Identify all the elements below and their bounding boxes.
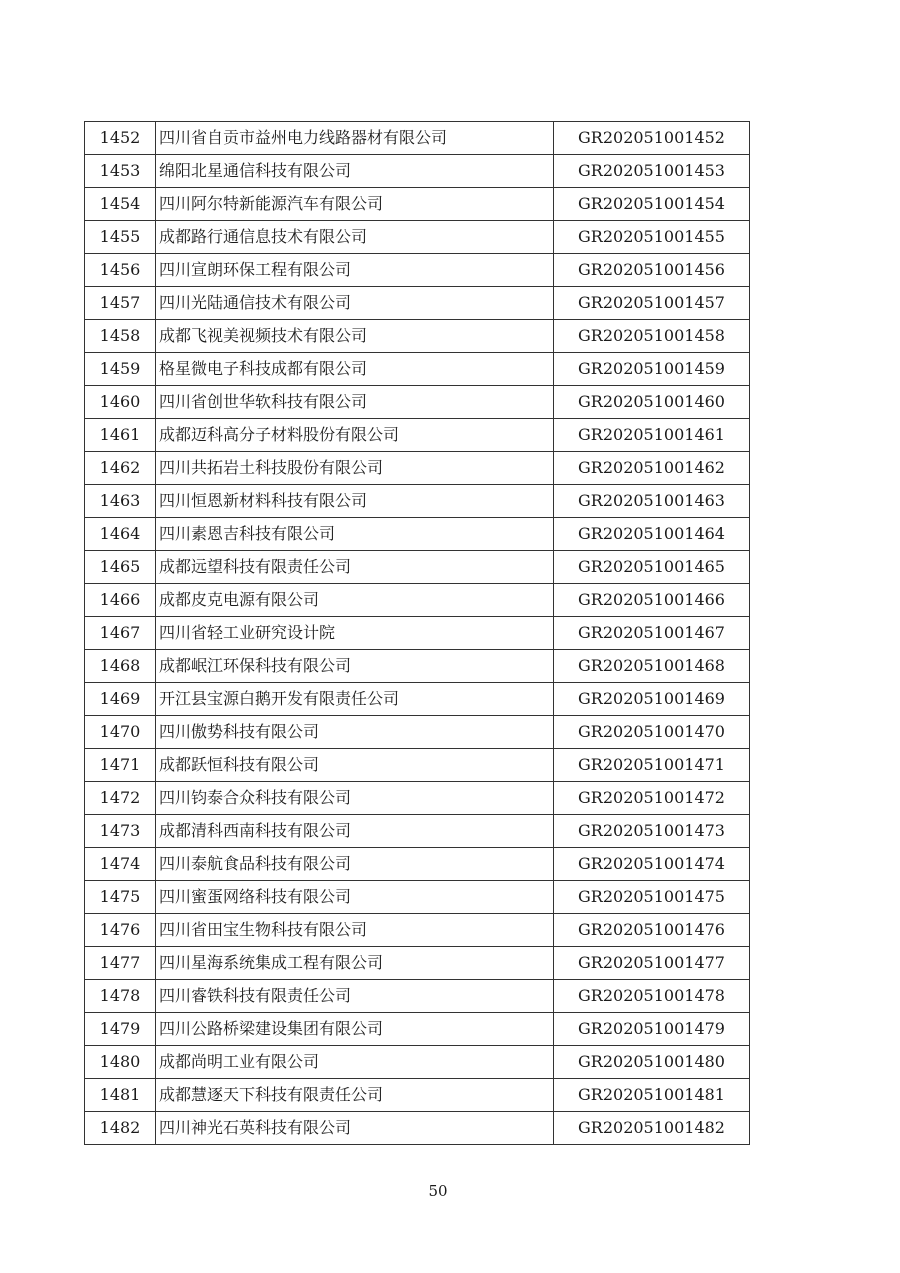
table-row: [85, 881, 750, 914]
company-name-cell: 成都飞视美视频技术有限公司: [156, 320, 554, 353]
row-number-cell: 1465: [85, 551, 156, 584]
table-row: [85, 287, 750, 320]
row-number-cell: 1462: [85, 452, 156, 485]
table-row: [85, 1013, 750, 1046]
row-number-cell: 1476: [85, 914, 156, 947]
row-number-cell: 1452: [85, 122, 156, 155]
row-number-cell: 1463: [85, 485, 156, 518]
company-name-cell: 成都清科西南科技有限公司: [156, 815, 554, 848]
table-row: [85, 980, 750, 1013]
company-name-cell: 四川光陆通信技术有限公司: [156, 287, 554, 320]
company-name-cell: 成都尚明工业有限公司: [156, 1046, 554, 1079]
row-number-cell: 1469: [85, 683, 156, 716]
table-row: [85, 485, 750, 518]
table-row: [85, 716, 750, 749]
table-row: [85, 1112, 750, 1145]
table-row: [85, 155, 750, 188]
company-name-cell: 四川省自贡市益州电力线路器材有限公司: [156, 122, 554, 155]
company-name-cell: 四川钧泰合众科技有限公司: [156, 782, 554, 815]
company-name-cell: 成都皮克电源有限公司: [156, 584, 554, 617]
company-name-cell: 四川宣朗环保工程有限公司: [156, 254, 554, 287]
row-number-cell: 1472: [85, 782, 156, 815]
table-row: [85, 518, 750, 551]
table-row: [85, 749, 750, 782]
certificate-code-cell: GR202051001476: [554, 914, 750, 947]
certificate-code-cell: GR202051001478: [554, 980, 750, 1013]
certificate-code-cell: GR202051001475: [554, 881, 750, 914]
table-row: [85, 188, 750, 221]
row-number-cell: 1480: [85, 1046, 156, 1079]
row-number-cell: 1477: [85, 947, 156, 980]
row-number-cell: 1481: [85, 1079, 156, 1112]
company-name-cell: 成都迈科高分子材料股份有限公司: [156, 419, 554, 452]
table-row: [85, 782, 750, 815]
row-number-cell: 1459: [85, 353, 156, 386]
company-name-cell: 四川省轻工业研究设计院: [156, 617, 554, 650]
table-row: [85, 551, 750, 584]
table-row: [85, 1079, 750, 1112]
certificate-code-cell: GR202051001457: [554, 287, 750, 320]
row-number-cell: 1468: [85, 650, 156, 683]
certificate-code-cell: GR202051001480: [554, 1046, 750, 1079]
company-name-cell: 四川睿铁科技有限责任公司: [156, 980, 554, 1013]
certificate-code-cell: GR202051001463: [554, 485, 750, 518]
row-number-cell: 1478: [85, 980, 156, 1013]
company-name-cell: 四川共拓岩土科技股份有限公司: [156, 452, 554, 485]
certificate-code-cell: GR202051001474: [554, 848, 750, 881]
company-name-cell: 成都岷江环保科技有限公司: [156, 650, 554, 683]
table-row: [85, 452, 750, 485]
certificate-code-cell: GR202051001469: [554, 683, 750, 716]
row-number-cell: 1457: [85, 287, 156, 320]
certificate-code-cell: GR202051001466: [554, 584, 750, 617]
certificate-code-cell: GR202051001481: [554, 1079, 750, 1112]
table-row: [85, 419, 750, 452]
certificate-code-cell: GR202051001470: [554, 716, 750, 749]
certificate-code-cell: GR202051001462: [554, 452, 750, 485]
table-row: [85, 584, 750, 617]
row-number-cell: 1460: [85, 386, 156, 419]
table-row: [85, 947, 750, 980]
company-name-cell: 成都慧逐天下科技有限责任公司: [156, 1079, 554, 1112]
row-number-cell: 1482: [85, 1112, 156, 1145]
table-row: [85, 815, 750, 848]
certificate-code-cell: GR202051001456: [554, 254, 750, 287]
table-row: [85, 914, 750, 947]
row-number-cell: 1467: [85, 617, 156, 650]
certificate-code-cell: GR202051001460: [554, 386, 750, 419]
certificate-code-cell: GR202051001482: [554, 1112, 750, 1145]
company-name-cell: 四川素恩吉科技有限公司: [156, 518, 554, 551]
company-name-cell: 四川傲势科技有限公司: [156, 716, 554, 749]
certificate-code-cell: GR202051001453: [554, 155, 750, 188]
row-number-cell: 1454: [85, 188, 156, 221]
company-name-cell: 四川省创世华软科技有限公司: [156, 386, 554, 419]
table-row: [85, 650, 750, 683]
table-row: [85, 254, 750, 287]
company-name-cell: 四川神光石英科技有限公司: [156, 1112, 554, 1145]
certificate-code-cell: GR202051001459: [554, 353, 750, 386]
page-number: 50: [428, 1182, 448, 1200]
table-row: [85, 1046, 750, 1079]
company-table: [84, 121, 750, 1145]
row-number-cell: 1453: [85, 155, 156, 188]
certificate-code-cell: GR202051001454: [554, 188, 750, 221]
table-row: [85, 848, 750, 881]
certificate-code-cell: GR202051001467: [554, 617, 750, 650]
certificate-code-cell: GR202051001464: [554, 518, 750, 551]
certificate-code-cell: GR202051001455: [554, 221, 750, 254]
company-name-cell: 四川蜜蛋网络科技有限公司: [156, 881, 554, 914]
company-name-cell: 四川阿尔特新能源汽车有限公司: [156, 188, 554, 221]
table-row: [85, 386, 750, 419]
table-row: [85, 320, 750, 353]
certificate-code-cell: GR202051001458: [554, 320, 750, 353]
row-number-cell: 1464: [85, 518, 156, 551]
company-name-cell: 四川省田宝生物科技有限公司: [156, 914, 554, 947]
company-name-cell: 四川泰航食品科技有限公司: [156, 848, 554, 881]
row-number-cell: 1470: [85, 716, 156, 749]
table-body: [85, 122, 750, 1145]
row-number-cell: 1475: [85, 881, 156, 914]
certificate-code-cell: GR202051001471: [554, 749, 750, 782]
table-row: [85, 122, 750, 155]
row-number-cell: 1458: [85, 320, 156, 353]
company-name-cell: 格星微电子科技成都有限公司: [156, 353, 554, 386]
company-name-cell: 成都跃恒科技有限公司: [156, 749, 554, 782]
table-row: [85, 353, 750, 386]
table-row: [85, 683, 750, 716]
row-number-cell: 1466: [85, 584, 156, 617]
row-number-cell: 1479: [85, 1013, 156, 1046]
company-name-cell: 四川公路桥梁建设集团有限公司: [156, 1013, 554, 1046]
row-number-cell: 1471: [85, 749, 156, 782]
row-number-cell: 1456: [85, 254, 156, 287]
certificate-code-cell: GR202051001465: [554, 551, 750, 584]
row-number-cell: 1474: [85, 848, 156, 881]
table-row: [85, 617, 750, 650]
certificate-code-cell: GR202051001461: [554, 419, 750, 452]
company-name-cell: 四川星海系统集成工程有限公司: [156, 947, 554, 980]
company-name-cell: 四川恒恩新材料科技有限公司: [156, 485, 554, 518]
certificate-code-cell: GR202051001473: [554, 815, 750, 848]
company-name-cell: 成都远望科技有限责任公司: [156, 551, 554, 584]
certificate-code-cell: GR202051001468: [554, 650, 750, 683]
certificate-code-cell: GR202051001452: [554, 122, 750, 155]
table-row: [85, 221, 750, 254]
company-name-cell: 开江县宝源白鹅开发有限责任公司: [156, 683, 554, 716]
certificate-code-cell: GR202051001479: [554, 1013, 750, 1046]
certificate-code-cell: GR202051001477: [554, 947, 750, 980]
certificate-code-cell: GR202051001472: [554, 782, 750, 815]
row-number-cell: 1473: [85, 815, 156, 848]
row-number-cell: 1455: [85, 221, 156, 254]
row-number-cell: 1461: [85, 419, 156, 452]
company-name-cell: 绵阳北星通信科技有限公司: [156, 155, 554, 188]
company-name-cell: 成都路行通信息技术有限公司: [156, 221, 554, 254]
